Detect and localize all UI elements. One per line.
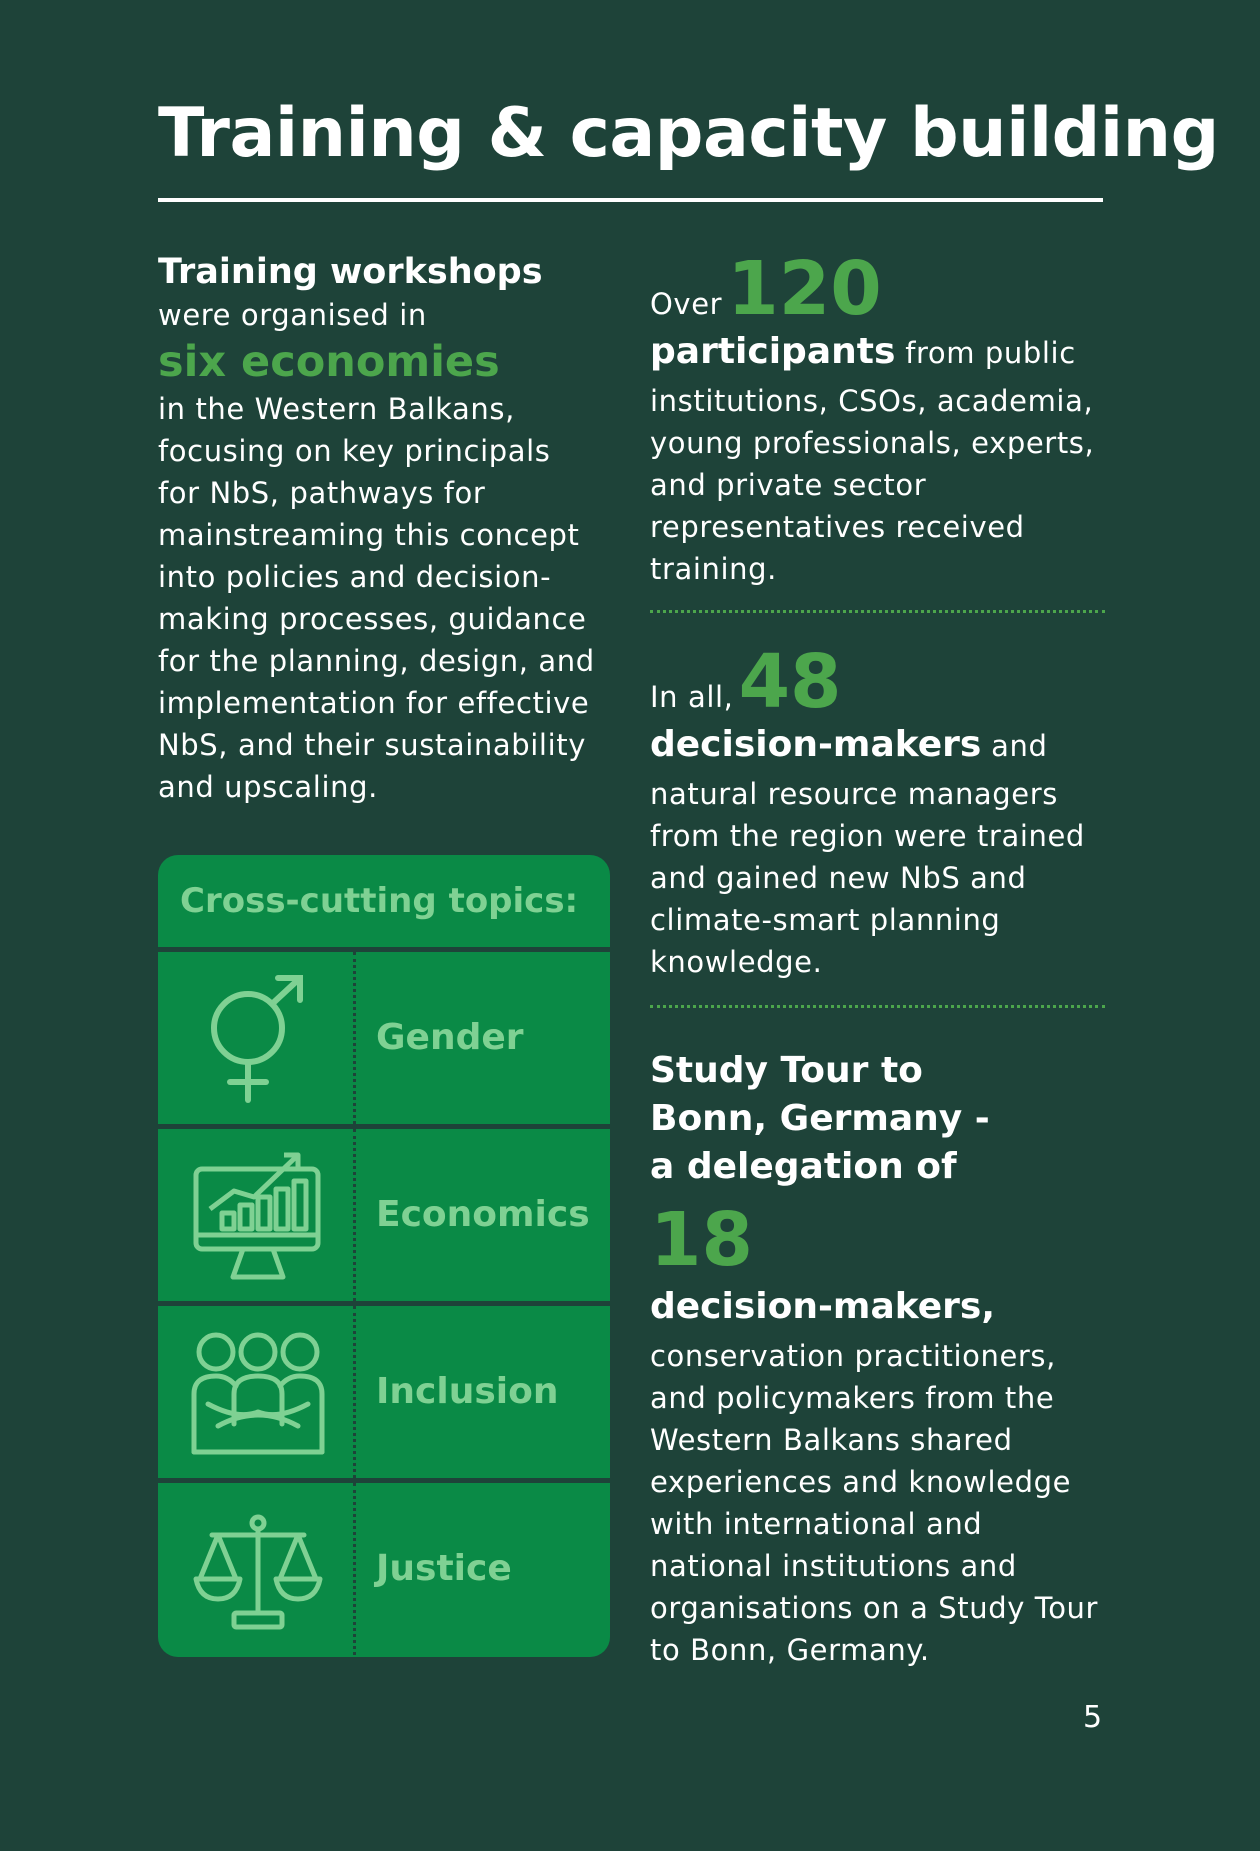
economics-icon: [188, 1147, 328, 1287]
decision-makers-stat: [650, 639, 1110, 983]
topic-label: Gender: [376, 1017, 524, 1058]
participants-stat: [650, 246, 1110, 590]
decision-makers-bold: decision-makers: [650, 724, 982, 765]
topic-row-inclusion: [158, 1301, 610, 1478]
participants-bold: participants: [650, 331, 896, 372]
participants-prefix: Over: [650, 287, 723, 321]
study-tour-heading-1: Study Tour to: [650, 1050, 923, 1091]
decision-makers-number-line: [650, 639, 1110, 725]
inclusion-icon: [188, 1324, 328, 1464]
study-tour-lead: [650, 1285, 1110, 1335]
topic-label: Economics: [376, 1194, 590, 1235]
title-divider: [158, 198, 1103, 202]
page-title: Training & capacity building: [158, 94, 1219, 173]
study-tour-number: 18: [650, 1197, 753, 1283]
topic-row-economics: [158, 1124, 610, 1301]
topic-divider: [353, 1129, 356, 1301]
decision-makers-prefix: In all,: [650, 680, 734, 714]
justice-icon: [188, 1501, 328, 1641]
workshops-heading: Training workshops: [158, 252, 543, 292]
separator-dotted: [650, 610, 1105, 613]
topic-divider: [353, 1306, 356, 1478]
study-tour-bold: decision-makers: [650, 1286, 982, 1327]
topics-header: Cross-cutting topics:: [180, 881, 579, 921]
topic-row-justice: [158, 1478, 610, 1655]
topic-divider: [353, 1483, 356, 1655]
decision-makers-number: 48: [738, 639, 842, 725]
workshops-section: [158, 250, 598, 808]
topic-label: Justice: [376, 1548, 512, 1589]
study-tour-stat: [650, 1047, 1110, 1671]
workshops-highlight: six economies: [158, 337, 500, 387]
participants-lead: [650, 330, 1110, 380]
topic-divider: [353, 952, 356, 1124]
gender-icon: [188, 970, 328, 1110]
workshops-intro: were organised in: [158, 298, 427, 332]
topic-label: Inclusion: [376, 1371, 559, 1412]
study-tour-body: conservation practitioners, and policymakers from the Western Balkans shared experiences and knowledge with international and national institutions and organisations on a Study Tour to Bonn, Germany.: [650, 1339, 1099, 1667]
participants-body: institutions, CSOs, academia, young professionals, experts, and private sector representatives received training.: [650, 384, 1095, 586]
topic-row-gender: [158, 947, 610, 1124]
study-tour-heading-3: a delegation of: [650, 1146, 957, 1187]
decision-makers-lead: [650, 723, 1110, 773]
workshops-body: in the Western Balkans, focusing on key principals for NbS, pathways for mainstreaming this concept into policies and decision-making processes, guidance for the planning, design, and implementation for effective NbS, and their sustainability and upscaling.: [158, 392, 595, 804]
participants-number-line: [650, 246, 1110, 332]
page-number: 5: [1083, 1700, 1103, 1735]
participants-rest: from public: [895, 336, 1076, 370]
study-tour-bold-suffix: ,: [981, 1286, 995, 1327]
cross-cutting-topics-panel: [158, 855, 610, 1657]
separator-dotted: [650, 1005, 1105, 1008]
decision-makers-rest: and: [981, 729, 1048, 763]
study-tour-heading-2: Bonn, Germany -: [650, 1098, 990, 1139]
decision-makers-body: natural resource managers from the region were trained and gained new NbS and climate-smart planning knowledge.: [650, 777, 1085, 979]
participants-number: 120: [727, 246, 882, 332]
